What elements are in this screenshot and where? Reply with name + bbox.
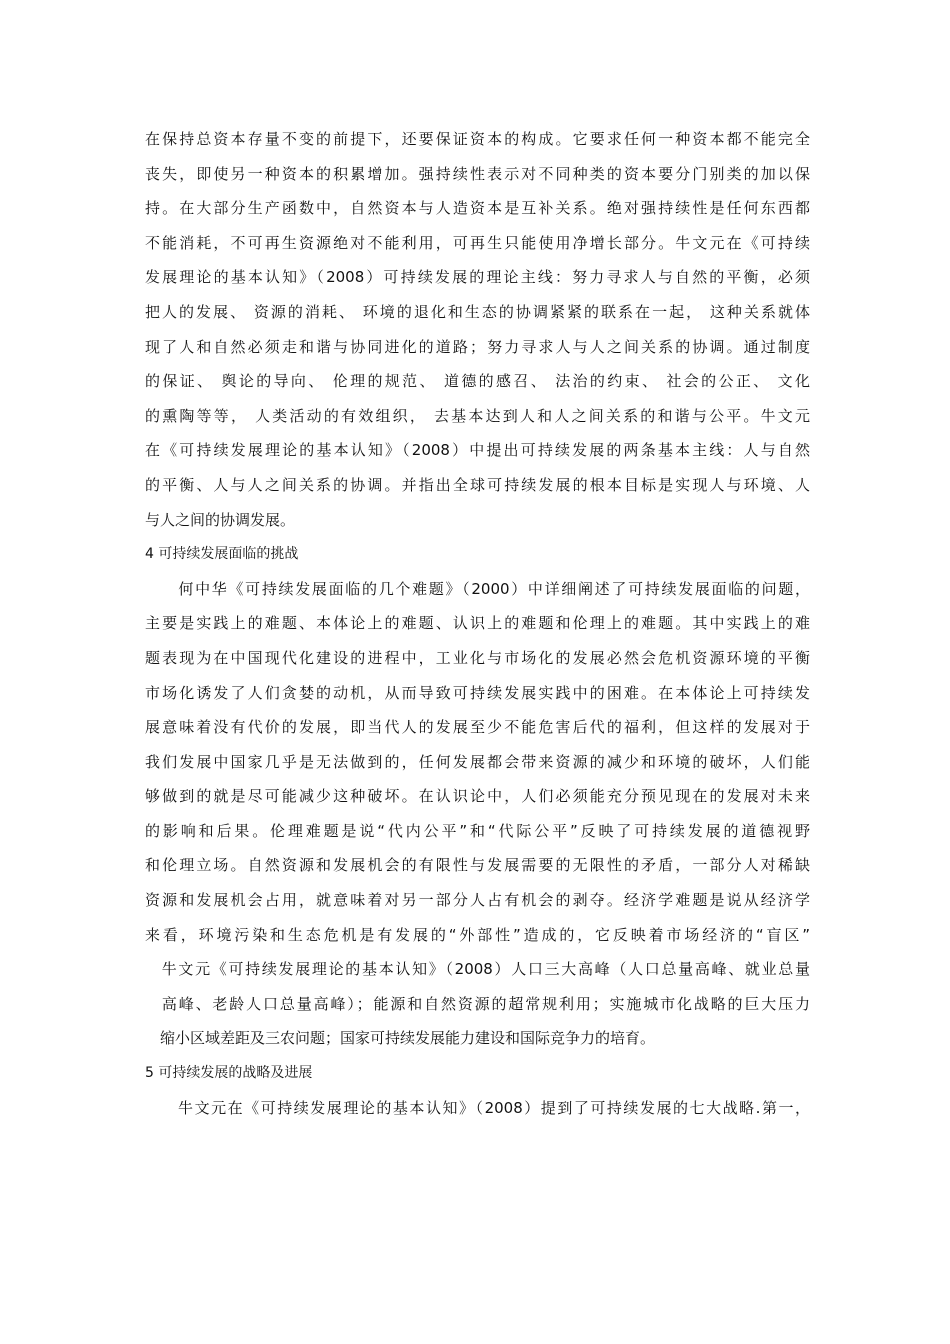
section-heading: 4 可持续发展面临的挑战 bbox=[145, 546, 299, 563]
text-line: 牛文元《可持续发展理论的基本认知》（2008）人口三大高峰（人口总量高峰、就业总量 bbox=[145, 960, 810, 979]
text-line: 在保持总资本存量不变的前提下，还要保证资本的构成。它要求任何一种资本都不能完全 bbox=[145, 130, 810, 148]
text-line: 缩小区域差距及三农问题；国家可持续发展能力建设和国际竞争力的培育。 bbox=[145, 1029, 656, 1048]
text-line: 展意味着没有代价的发展，即当代人的发展至少不能危害后代的福利，但这样的发展对于 bbox=[145, 718, 810, 737]
paragraph-strategies bbox=[145, 1091, 810, 1126]
text-line: 丧失，即使另一种资本的积累增加。强持续性表示对不同种类的资本要分门别类的加以保 bbox=[145, 164, 810, 183]
text-line: 现了人和自然必须走和谐与协同进化的道路；努力寻求人与人之间关系的协调。通过制度 bbox=[145, 337, 810, 356]
text-line: 的熏陶等等， 人类活动的有效组织， 去基本达到人和人之间关系的和谐与公平。牛文元 bbox=[145, 406, 810, 425]
text-line: 我们发展中国家几乎是无法做到的，任何发展都会带来资源的减少和环境的破坏，人们能 bbox=[145, 752, 810, 771]
text-line: 的平衡、人与人之间关系的协调。并指出全球可持续发展的根本目标是实现人与环境、人 bbox=[145, 475, 810, 494]
text-line: 市场化诱发了人们贪婪的动机，从而导致可持续发展实践中的困难。在本体论上可持续发 bbox=[145, 683, 810, 702]
text-line: 牛文元在《可持续发展理论的基本认知》（2008）提到了可持续发展的七大战略.第一， bbox=[145, 1098, 810, 1117]
text-line: 够做到的就是尽可能减少这种破坏。在认识论中，人们必须能充分预见现在的发展对未来 bbox=[145, 787, 810, 806]
text-line: 不能消耗，不可再生资源绝对不能利用，可再生只能使用净增长部分。牛文元在《可持续 bbox=[145, 233, 810, 252]
paragraph-challenges bbox=[145, 572, 810, 1056]
document-body bbox=[145, 122, 810, 1125]
text-line: 在《可持续发展理论的基本认知》（2008）中提出可持续发展的两条基本主线：人与自然 bbox=[145, 441, 810, 460]
paragraph-strong-sustainability bbox=[145, 122, 810, 537]
section-heading: 5 可持续发展的战略及进展 bbox=[145, 1065, 313, 1082]
text-line: 和伦理立场。自然资源和发展机会的有限性与发展需要的无限性的矛盾，一部分人对稀缺 bbox=[145, 856, 810, 875]
text-line: 的影响和后果。伦理难题是说“代内公平”和“代际公平”反映了可持续发展的道德视野 bbox=[145, 821, 810, 840]
text-line: 资源和发展机会占用，就意味着对另一部分人占有机会的剥夺。经济学难题是说从经济学 bbox=[145, 891, 810, 910]
text-line: 高峰、老龄人口总量高峰）；能源和自然资源的超常规利用；实施城市化战略的巨大压力 bbox=[145, 994, 810, 1013]
text-line: 何中华《可持续发展面临的几个难题》（2000）中详细阐述了可持续发展面临的问题， bbox=[145, 579, 810, 598]
text-line: 的保证、 舆论的导向、 伦理的规范、 道德的感召、 法治的约束、 社会的公正、 文化 bbox=[145, 372, 810, 391]
text-line: 主要是实践上的难题、本体论上的难题、认识上的难题和伦理上的难题。其中实践上的难 bbox=[145, 614, 810, 633]
text-line: 题表现为在中国现代化建设的进程中，工业化与市场化的发展必然会危机资源环境的平衡 bbox=[145, 648, 810, 667]
text-line: 持。在大部分生产函数中，自然资本与人造资本是互补关系。绝对强持续性是任何东西都 bbox=[145, 199, 810, 218]
text-line: 与人之间的协调发展。 bbox=[145, 510, 296, 529]
text-line: 发展理论的基本认知》（2008）可持续发展的理论主线：努力寻求人与自然的平衡，必须 bbox=[145, 268, 810, 287]
text-line: 来看，环境污染和生态危机是有发展的“外部性”造成的，它反映着市场经济的“盲区” bbox=[145, 925, 810, 944]
text-line: 把人的发展、 资源的消耗、 环境的退化和生态的协调紧紧的联系在一起， 这种关系就体 bbox=[145, 302, 810, 321]
